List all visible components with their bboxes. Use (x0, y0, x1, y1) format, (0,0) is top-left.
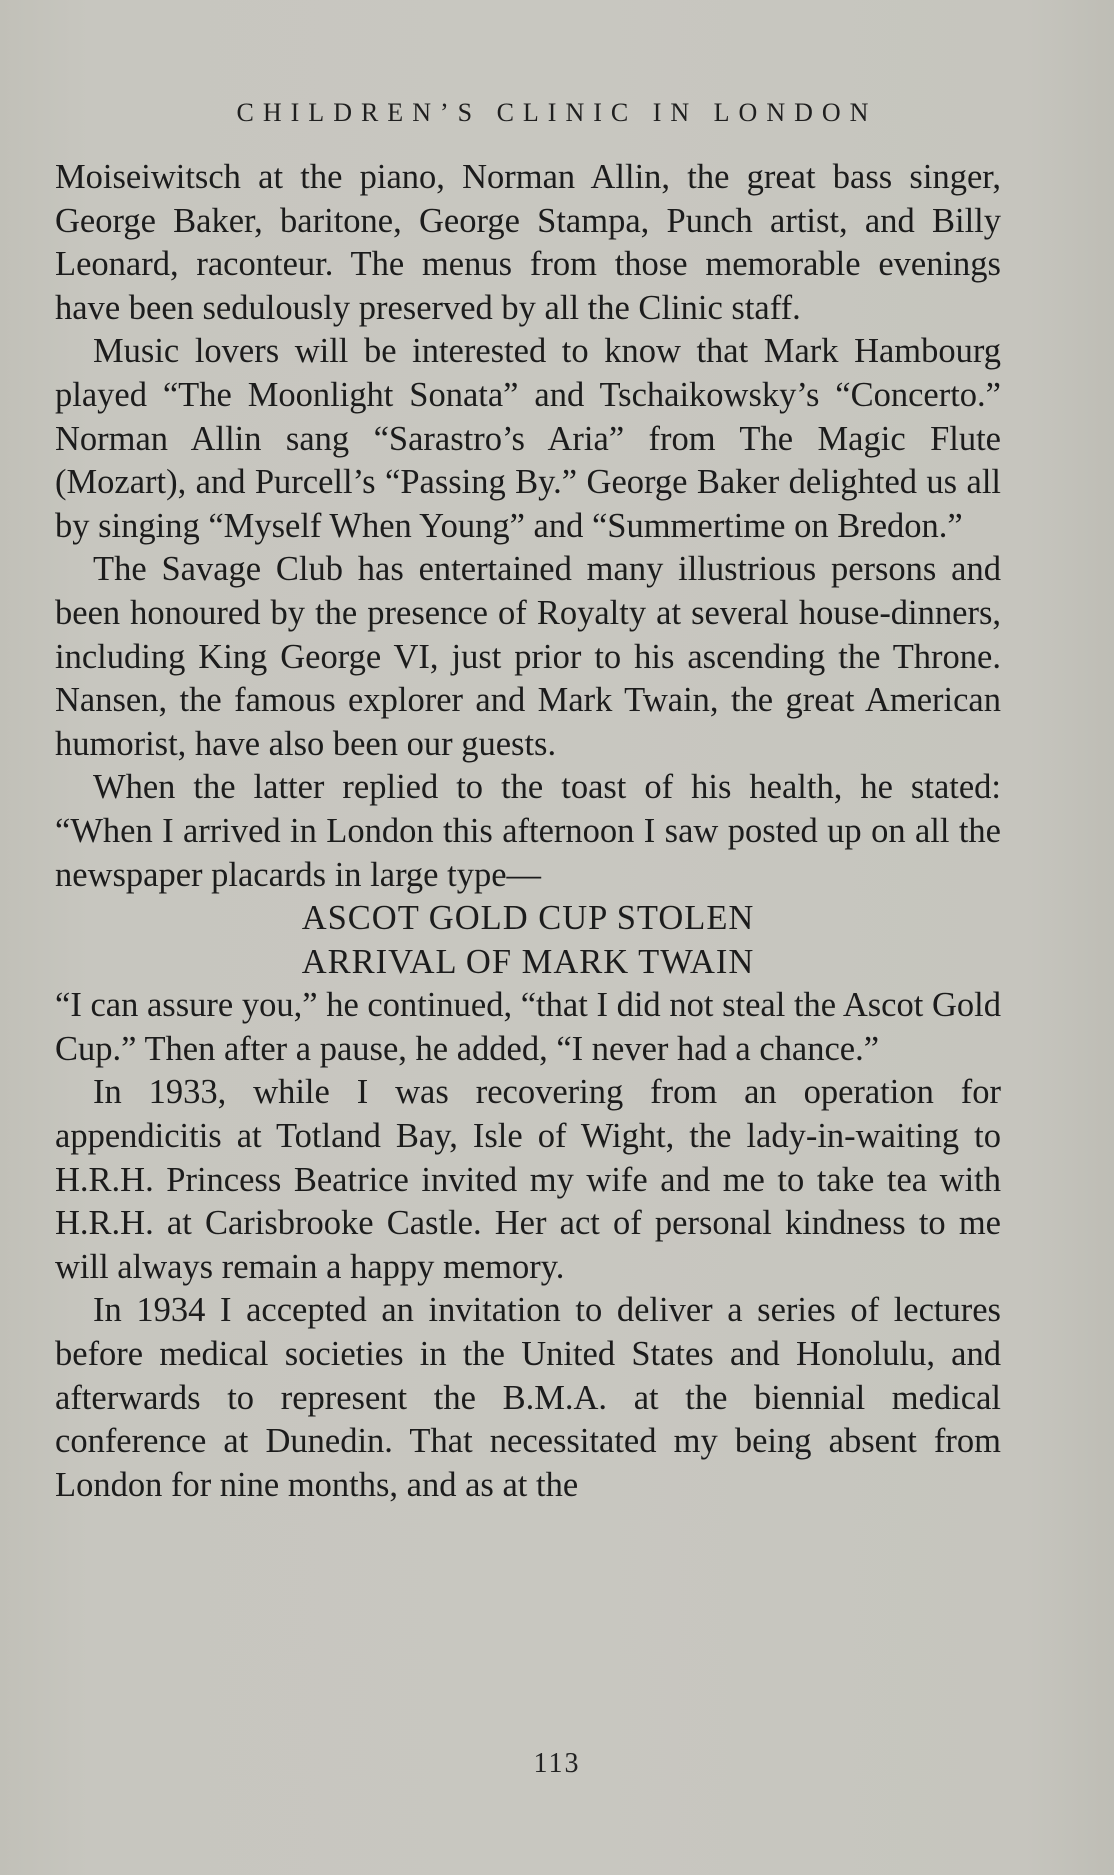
paragraph-music-lovers: Music lovers will be interested to know that Mark Hambourg played “The Moonlight Sonata” and Tschaikowsky’s “Concerto.” Norman Allin sang “Sarastro’s Aria” from The Magic Flute (Mozart), and Purcell’s “Passing By.” George Baker delighted us all by singing “Myself When Young” and “Summertime on Bredon.” (55, 332, 1001, 545)
paragraph-savage-club: The Savage Club has entertained many illustrious persons and been honoured by the presence of Royalty at several house-dinners, including King George VI, just prior to his ascending the Throne. Nansen, the famous explorer and Mark Twain, the great American humorist, have also been our guests. (55, 550, 1001, 763)
paragraph-mark-twain-toast: When the latter replied to the toast of his health, he stated: “When I arrived in London this afternoon I saw posted up on all the newspaper placards in large type— (55, 768, 1001, 894)
body-text (55, 156, 1001, 1507)
page-number: 113 (533, 1748, 581, 1779)
paragraph-twain-quote: “I can assure you,” he continued, “that I did not steal the Ascot Gold Cup.” Then after a pause, he added, “I never had a chance.” (55, 986, 1001, 1068)
placard-headline-2: ARRIVAL OF MARK TWAIN (301, 942, 755, 981)
placard-headline-1: ASCOT GOLD CUP STOLEN (301, 899, 755, 938)
paragraph-1934: In 1934 I accepted an invitation to deliver a series of lectures before medical societies in the United States and Honolulu, and afterwards to represent the B.M.A. at the biennial medical conference at Dunedin. That necessitated my being absent from London for nine months, and as at the (55, 1291, 1001, 1504)
running-head: CHILDREN’S CLINIC IN LONDON (236, 98, 878, 127)
paragraph-continued: Moiseiwitsch at the piano, Norman Allin, the great bass singer, George Baker, baritone, George Stampa, Punch artist, and Billy Leonard, raconteur. The menus from those memorable evenings have been sedulously preserved by all the Clinic staff. (55, 158, 1001, 327)
paragraph-1933: In 1933, while I was recovering from an operation for appendicitis at Totland Bay, Isle of Wight, the lady-in-waiting to H.R.H. Princess Beatrice invited my wife and me to take tea with H.R.H. at Carisbrooke Castle. Her act of personal kindness to me will always remain a happy memory. (55, 1073, 1001, 1286)
